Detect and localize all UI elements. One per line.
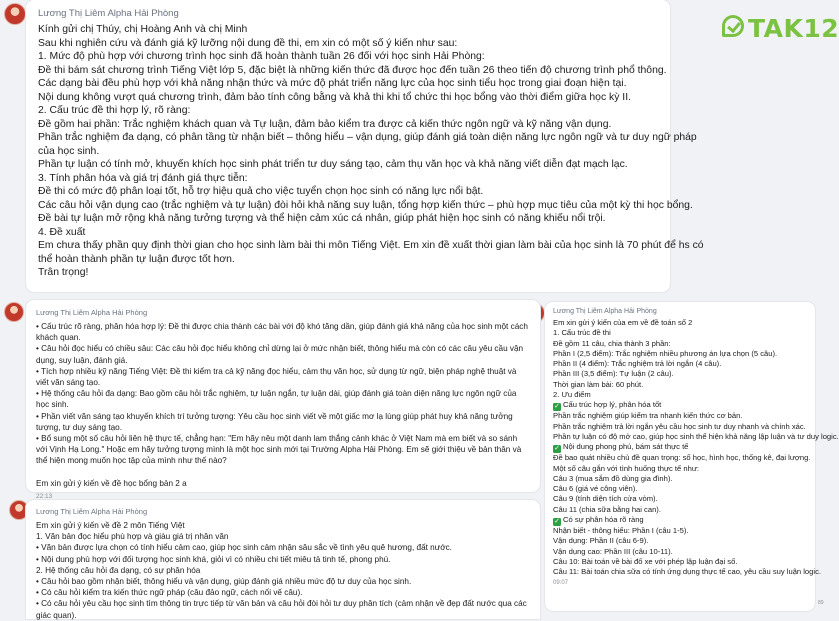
message-body: [36, 321, 530, 489]
sender-name: Lương Thị Liêm Alpha Hải Phòng: [38, 8, 179, 19]
message-line: thể hoàn thành phần tự luận được tốt hơn.: [38, 253, 235, 265]
check-mark-icon: ✓: [554, 403, 560, 411]
message-bubble[interactable]: [26, 500, 540, 619]
side-label: 89: [818, 600, 824, 606]
message-line: Đề thi bám sát chương trình Tiếng Việt lớp 5, đặc biệt là những kiến thức đã được học đến tuần 26 theo tiến độ chương trình phổ thông.: [38, 64, 667, 76]
message-line: [553, 515, 807, 526]
message-line: [553, 567, 821, 577]
message-line: Em xin gửi ý kiến về đề 2 môn Tiếng Việt: [36, 521, 185, 530]
message-line: Phần tự luận có tính mở, khuyến khích học sinh phát triển tư duy sáng tạo, cảm thụ văn học và khả năng viết diễn đạt mạch lạc.: [38, 159, 628, 170]
sender-avatar[interactable]: [4, 3, 26, 25]
message-line: 1. Văn bản đọc hiểu phù hợp và giàu giá trị nhân văn: [36, 532, 229, 542]
sender-name: Lương Thị Liêm Alpha Hải Phòng: [36, 308, 148, 317]
message-line: [36, 467, 530, 478]
message-line-text: Đề gồm 11 câu, chia thành 3 phần:: [553, 338, 671, 348]
message-line: [553, 359, 807, 369]
message-line: [553, 422, 807, 432]
message-line: Em chưa thấy phần quy định thời gian cho học sinh làm bài thi môn Tiếng Việt. Em xin đề xuất thời gian làm bài của học sinh là 70 phút để hs có: [38, 240, 704, 251]
message-line: Các câu hỏi vận dụng cao (trắc nghiệm và tự luận) đòi hỏi khả năng suy luận, tổng hợp kiến thức – phù hợp mục tiêu của một kỳ thi học bổng.: [38, 199, 693, 211]
message-line-text: Thời gian làm bài: 60 phút.: [553, 379, 644, 389]
message-timestamp: 09:07: [553, 579, 569, 586]
message-line: Trân trọng!: [38, 267, 89, 278]
check-mark-icon: ✓: [554, 518, 560, 526]
check-mark-icon: ✓: [554, 445, 560, 453]
message-line: 2. Cấu trúc đề thi hợp lý, rõ ràng:: [38, 105, 191, 116]
tak12-logo-mark-icon: [722, 15, 744, 37]
message-line: [553, 431, 839, 442]
message-line-text: Câu 11 (chia sữa bằng hai can).: [553, 504, 661, 514]
message-line-text: Có sự phân hóa rõ ràng: [563, 515, 644, 525]
message-line: [553, 474, 807, 484]
message-line: 2. Hệ thống câu hỏi đa dạng, có sự phân hóa: [36, 565, 201, 575]
message-body: [38, 23, 704, 280]
message-line: [553, 400, 807, 411]
message-line: [553, 547, 807, 557]
message-line: Đề thi có mức độ phân loại tốt, hỗ trợ hiệu quả cho việc tuyển chọn học sinh có năng lực nổi bật.: [38, 186, 484, 197]
message-line: • Có câu hỏi yêu cầu học sinh tìm thông tin trực tiếp từ văn bản và câu hỏi đòi hỏi tư duy phân tích (cảm nhận về đẹp đất nước qua các giác quan).: [36, 599, 527, 620]
sender-name: Lương Thị Liêm Alpha Hải Phòng: [553, 308, 657, 315]
message-line: [553, 339, 807, 349]
message-line: 3. Tính phân hóa và giá trị đánh giá thực tiễn:: [38, 172, 248, 184]
message-line: [553, 526, 807, 536]
message-line: Em xin gửi ý kiến về đề học bổng bản 2 a: [36, 478, 187, 488]
message-line: • Tích hợp nhiều kỹ năng Tiếng Việt: Đề thi kiểm tra cả kỹ năng đọc hiểu, cảm thụ văn học, sử dụng từ ngữ, biện pháp nghệ thuật và viết văn sáng tạo.: [36, 366, 517, 388]
message-line-text: 2. Ưu điểm: [553, 390, 591, 400]
message-bubble[interactable]: [26, 300, 540, 500]
message-line: • Câu hỏi đọc hiểu có chiều sâu: Các câu hỏi đọc hiểu không chỉ dừng lại ở mức nhận biết, thông hiểu mà còn có các câu yêu cầu vận dụng, suy luận, đánh giá.: [36, 344, 524, 365]
message-line-text: Phần trắc nghiệm giúp kiểm tra nhanh kiến thức cơ bản.: [553, 411, 743, 421]
message-line: [553, 484, 807, 494]
message-line: [553, 505, 807, 515]
message-line: 1. Mức độ phù hợp với chương trình học sinh đã hoàn thành tuần 26 đối với học sinh Hải Phòng:: [38, 51, 485, 62]
message-line: • Văn bản được lựa chọn có tính hiểu cảm cao, giúp học sinh cảm nhận sâu sắc về tình yêu quê hương, đất nước.: [36, 543, 452, 553]
message-line: Kính gửi chị Thúy, chị Hoàng Anh và chị Minh: [38, 24, 248, 35]
message-line: 4. Đề xuất: [38, 226, 86, 238]
message-timestamp: 22:13: [36, 492, 53, 500]
message-line: [553, 390, 807, 400]
message-line: [553, 369, 807, 379]
message-line: • Phần viết văn sáng tạo khuyến khích trí tưởng tượng: Yêu cầu học sinh viết về một giấc mơ lạ lùng giúp phát huy khả năng tưởng tượng, tư duy sáng tạo.: [36, 411, 513, 432]
message-line: Đề bài tự luận mở rộng khả năng tưởng tượng và thể hiện cảm xúc cá nhân, giúp phát hiện học sinh có năng khiếu nổi trội.: [38, 213, 606, 224]
message-bubble[interactable]: [26, 0, 704, 292]
message-line: Các dạng bài đều phù hợp với khả năng nhận thức và mức độ phát triển năng lực của học sinh tiểu học trong giai đoạn hiện tại.: [38, 78, 627, 89]
message-line-text: Em xin gửi ý kiến của em về đề toán số 2: [553, 318, 693, 327]
sender-avatar[interactable]: [4, 302, 24, 322]
message-line-text: Câu 6 (giá vé công viên).: [553, 484, 638, 494]
message-line-text: Nhận biết - thông hiểu: Phần I (câu 1-5).: [553, 526, 689, 536]
message-line: của học sinh.: [38, 145, 100, 157]
message-line-text: Câu 3 (mua sắm đồ dùng gia đình).: [553, 473, 673, 483]
message-line: [553, 349, 807, 359]
message-line: • Bổ sung một số câu hỏi liên hệ thực tế, chẳng hạn: "Em hãy nêu một danh lam thắng cảnh khác ở Việt Nam mà em biết và so sánh với Vịnh Hạ Long." Hoặc em hãy tưởng tượng mình là một học sinh mới tại Trường Alpha Hải Phòng. Em sẽ giới thiệu về bản thân và thể hiện mong muốn học tập của mình như thế nào?: [36, 434, 522, 466]
message-line: [553, 411, 807, 421]
message-line: [553, 453, 811, 463]
message-line-text: Nội dung phong phú, bám sát thực tế: [563, 442, 689, 452]
message-line-text: Đề bao quát nhiều chủ đề quan trọng: số học, hình học, thống kê, đại lượng.: [553, 453, 811, 463]
message-line: Đề gồm hai phần: Trắc nghiệm khách quan và Tự luận, đảm bảo kiểm tra được cả kiến thức ngôn ngữ và kỹ năng vận dụng.: [38, 118, 612, 130]
sender-name: Lương Thị Liêm Alpha Hải Phòng: [36, 507, 148, 516]
message-line: [553, 557, 807, 567]
message-line: • Nội dung phù hợp với đối tượng học sinh khá, giỏi vì có nhiều chi tiết miêu tả tinh tế, phong phú.: [36, 554, 391, 564]
message-line: Sau khi nghiên cứu và đánh giá kỹ lưỡng nội dung đề thi, em xin có một số ý kiến như sau:: [38, 37, 458, 49]
message-line: [553, 318, 807, 328]
message-line: • Câu hỏi bao gồm nhận biết, thông hiểu và vận dụng, giúp đánh giá nhiều mức độ tư duy của học sinh.: [36, 577, 412, 587]
message-line-text: Phần I (2,5 điểm): Trắc nghiệm nhiều phương án lựa chọn (5 câu).: [553, 348, 778, 358]
message-line: Nội dung không vượt quá chương trình, đảm bảo tính công bằng và khả thi khi tổ chức thi học bổng vào thời điểm giữa học kỳ II.: [38, 91, 631, 103]
message-body: [36, 520, 530, 621]
message-line: [553, 494, 807, 504]
message-line: [553, 442, 807, 453]
message-line-text: Câu 11: Bài toán chia sữa có tính ứng dụng thực tế cao, yêu cầu suy luận logic.: [553, 567, 821, 577]
message-line: [553, 536, 807, 546]
message-line: [553, 380, 807, 390]
message-line: • Hệ thống câu hỏi đa dạng: Bao gồm câu hỏi trắc nghiệm, tự luận ngắn, tự luận dài, giúp đánh giá toàn diện năng lực ngôn ngữ của học sinh.: [36, 389, 517, 410]
message-body: [553, 318, 839, 578]
message-line-text: Một số câu gắn với tình huống thực tế như:: [553, 463, 700, 473]
message-line-text: Câu 9 (tính diện tích cửa vòm).: [553, 494, 658, 504]
message-line-text: Phần tự luận có độ mở cao, giúp học sinh thể hiện khả năng lập luận và tư duy logic.: [553, 431, 839, 441]
message-line-text: 1. Cấu trúc đề thi: [553, 328, 611, 338]
message-line-text: Vận dụng cao: Phần III (câu 10-11).: [553, 546, 673, 556]
message-line: Phần trắc nghiệm đa dạng, có phân tầng từ nhận biết – thông hiểu – vận dụng, giúp đánh giá toàn diện năng lực ngôn ngữ và tư duy ngữ pháp: [38, 132, 697, 143]
message-line-text: Câu 10: Bài toán về bài đố xe với phép lập luận đại số.: [553, 556, 738, 566]
message-line-text: Cấu trúc hợp lý, phân hóa tốt: [563, 400, 662, 410]
message-line-text: Vận dụng: Phần II (câu 6-9).: [553, 536, 649, 546]
message-line: [553, 464, 807, 474]
message-line-text: Phần III (3,5 điểm): Tự luận (2 câu).: [553, 369, 674, 379]
message-line-text: Phần II (4 điểm): Trắc nghiệm trả lời ngắn (4 câu).: [553, 359, 722, 369]
message-line: • Có câu hỏi kiểm tra kiến thức ngữ pháp (câu đảo ngữ, cách nối vế câu).: [36, 588, 303, 598]
message-line: • Cấu trúc rõ ràng, phân hóa hợp lý: Đề thi được chia thành các bài với độ khó tăng dần, giúp đánh giá khả năng của học sinh một cách khách quan.: [36, 322, 528, 343]
logo-text: TAK12: [748, 14, 839, 43]
message-line-text: Phần trắc nghiệm trả lời ngắn yêu cầu học sinh tư duy nhanh và chính xác.: [553, 421, 806, 431]
message-line: [553, 328, 807, 338]
